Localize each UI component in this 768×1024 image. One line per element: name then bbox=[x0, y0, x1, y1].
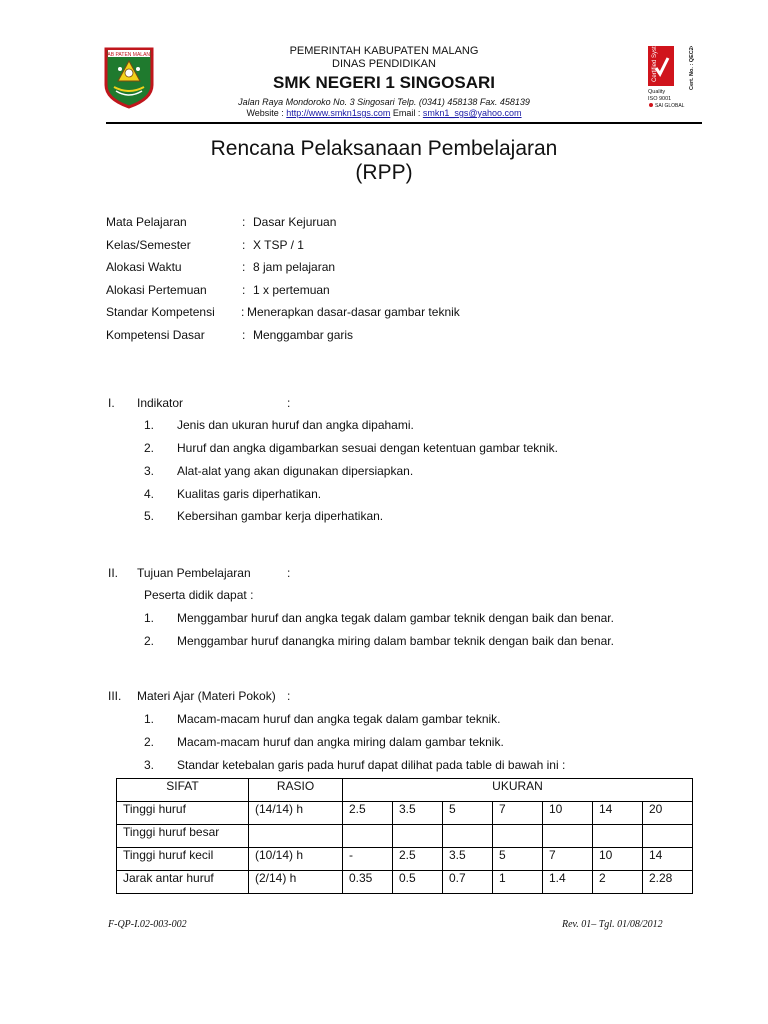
list-item: Jenis dan ukuran huruf dan angka dipahami. bbox=[177, 418, 414, 432]
table-cell: Tinggi huruf bbox=[117, 802, 249, 825]
identity-label: Standar Kompetensi bbox=[106, 305, 215, 319]
table-cell: 0.35 bbox=[343, 871, 393, 894]
list-number: 2. bbox=[144, 441, 155, 455]
list-item: Huruf dan angka digambarkan sesuai dengan ketentuan gambar teknik. bbox=[177, 441, 558, 455]
identity-colon: : bbox=[242, 260, 246, 274]
section-number: II. bbox=[108, 566, 119, 580]
cert-iso-text: ISO 9001 bbox=[648, 96, 672, 102]
table-cell: 5 bbox=[443, 802, 493, 825]
identity-value: 1 x pertemuan bbox=[253, 283, 330, 297]
identity-value: X TSP / 1 bbox=[253, 238, 304, 252]
table-cell bbox=[393, 825, 443, 848]
identity-colon: : bbox=[242, 328, 246, 342]
table-cell: 0.7 bbox=[443, 871, 493, 894]
cert-quality-text: Quality bbox=[648, 89, 666, 95]
identity-colon: : bbox=[242, 215, 246, 229]
table-cell: 7 bbox=[493, 802, 543, 825]
document-subtitle: (RPP) bbox=[355, 161, 413, 184]
table-cell: 14 bbox=[593, 802, 643, 825]
identity-label: Kelas/Semester bbox=[106, 238, 191, 252]
table-cell bbox=[493, 825, 543, 848]
identity-value: Menggambar garis bbox=[253, 328, 354, 342]
revision-date: Rev. 01– Tgl. 01/08/2012 bbox=[562, 919, 663, 930]
table-cell: - bbox=[343, 848, 393, 871]
list-number: 3. bbox=[144, 464, 155, 478]
school-name: SMK NEGERI 1 SINGOSARI bbox=[273, 73, 495, 92]
email-link[interactable]: smkn1_sgs@yahoo.com bbox=[422, 108, 522, 118]
table-header-cell: UKURAN bbox=[343, 779, 693, 802]
website-label: Website : bbox=[246, 108, 287, 118]
list-number: 1. bbox=[144, 611, 155, 625]
identity-colon: : bbox=[242, 238, 246, 252]
table-cell: 2.5 bbox=[343, 802, 393, 825]
table-cell bbox=[443, 825, 493, 848]
table-row bbox=[117, 848, 693, 871]
section-colon: : bbox=[287, 396, 291, 410]
table-cell: (2/14) h bbox=[249, 871, 343, 894]
list-item: Standar ketebalan garis pada huruf dapat dilihat pada table di bawah ini : bbox=[177, 758, 566, 772]
section-intro: Peserta didik dapat : bbox=[144, 588, 254, 602]
website-link[interactable]: http://www.smkn1sgs.com bbox=[286, 108, 391, 118]
identity-label: Kompetensi Dasar bbox=[106, 328, 205, 342]
identity-value: Menerapkan dasar-dasar gambar teknik bbox=[247, 305, 460, 319]
table-cell: 2.28 bbox=[643, 871, 693, 894]
identity-colon: : bbox=[241, 305, 245, 319]
section-title-indikator: Indikator bbox=[137, 396, 184, 410]
section-title-materi: Materi Ajar (Materi Pokok) bbox=[137, 689, 276, 703]
identity-value: Dasar Kejuruan bbox=[253, 215, 337, 229]
list-item: Macam-macam huruf dan angka tegak dalam gambar teknik. bbox=[177, 712, 501, 726]
table-cell: Jarak antar huruf bbox=[117, 871, 249, 894]
identity-label: Alokasi Waktu bbox=[106, 260, 182, 274]
email-label: Email : bbox=[390, 108, 423, 118]
table-cell bbox=[543, 825, 593, 848]
identity-colon: : bbox=[242, 283, 246, 297]
cert-system-text: Certified System bbox=[652, 46, 658, 82]
table-cell: 14 bbox=[643, 848, 693, 871]
form-code: F-QP-I.02-003-002 bbox=[108, 919, 187, 930]
table-row bbox=[117, 802, 693, 825]
list-item: Alat-alat yang akan digunakan dipersiapkan. bbox=[177, 464, 414, 478]
table-cell: Tinggi huruf besar bbox=[117, 825, 249, 848]
header-divider bbox=[106, 122, 702, 124]
table-header-row bbox=[117, 779, 693, 802]
list-number: 3. bbox=[144, 758, 155, 772]
section-colon: : bbox=[287, 689, 291, 703]
section-number: I. bbox=[108, 396, 115, 410]
cert-number-text: Cert. No. : QEC24166 bbox=[689, 46, 695, 90]
table-cell: 3.5 bbox=[443, 848, 493, 871]
certification-badge bbox=[648, 46, 700, 112]
list-item: Menggambar huruf danangka miring dalam bambar teknik dengan baik dan benar. bbox=[177, 634, 614, 648]
table-header-cell: RASIO bbox=[249, 779, 343, 802]
table-row bbox=[117, 825, 693, 848]
table-cell bbox=[343, 825, 393, 848]
table-cell bbox=[249, 825, 343, 848]
list-number: 1. bbox=[144, 712, 155, 726]
line-thickness-table bbox=[116, 778, 693, 894]
table-cell bbox=[643, 825, 693, 848]
table-cell: 0.5 bbox=[393, 871, 443, 894]
identity-value: 8 jam pelajaran bbox=[253, 260, 336, 274]
table-cell: (14/14) h bbox=[249, 802, 343, 825]
list-item: Menggambar huruf dan angka tegak dalam gambar teknik dengan baik dan benar. bbox=[177, 611, 614, 625]
table-cell: 10 bbox=[593, 848, 643, 871]
table-cell: 1 bbox=[493, 871, 543, 894]
identity-label: Alokasi Pertemuan bbox=[106, 283, 207, 297]
table-row bbox=[117, 871, 693, 894]
table-cell: 2 bbox=[593, 871, 643, 894]
section-number: III. bbox=[108, 689, 122, 703]
section-title-tujuan: Tujuan Pembelajaran bbox=[137, 566, 251, 580]
section-colon: : bbox=[287, 566, 291, 580]
list-number: 4. bbox=[144, 487, 155, 501]
table-cell bbox=[593, 825, 643, 848]
table-cell: 10 bbox=[543, 802, 593, 825]
list-number: 2. bbox=[144, 634, 155, 648]
identity-label: Mata Pelajaran bbox=[106, 215, 187, 229]
table-cell: 2.5 bbox=[393, 848, 443, 871]
table-cell: (10/14) h bbox=[249, 848, 343, 871]
table-cell: 20 bbox=[643, 802, 693, 825]
document-title: Rencana Pelaksanaan Pembelajaran bbox=[210, 137, 558, 160]
cert-sai-text: SAI GLOBAL bbox=[655, 103, 685, 109]
list-item: Kebersihan gambar kerja diperhatikan. bbox=[177, 509, 384, 523]
list-number: 5. bbox=[144, 509, 155, 523]
header-department: DINAS PENDIDIKAN bbox=[332, 58, 436, 70]
school-address: Jalan Raya Mondoroko No. 3 Singosari Telp. (0341) 458138 Fax. 458139 bbox=[238, 97, 530, 107]
table-cell: 7 bbox=[543, 848, 593, 871]
table-cell: 3.5 bbox=[393, 802, 443, 825]
header-government: PEMERINTAH KABUPATEN MALANG bbox=[289, 45, 479, 57]
list-number: 2. bbox=[144, 735, 155, 749]
table-cell: 5 bbox=[493, 848, 543, 871]
table-cell: 1.4 bbox=[543, 871, 593, 894]
table-header-cell: SIFAT bbox=[117, 779, 249, 802]
list-number: 1. bbox=[144, 418, 155, 432]
list-item: Kualitas garis diperhatikan. bbox=[177, 487, 322, 501]
list-item: Macam-macam huruf dan angka miring dalam gambar teknik. bbox=[177, 735, 504, 749]
table-cell: Tinggi huruf kecil bbox=[117, 848, 249, 871]
school-logo-text: KAB PATEN MALANG bbox=[104, 52, 154, 58]
